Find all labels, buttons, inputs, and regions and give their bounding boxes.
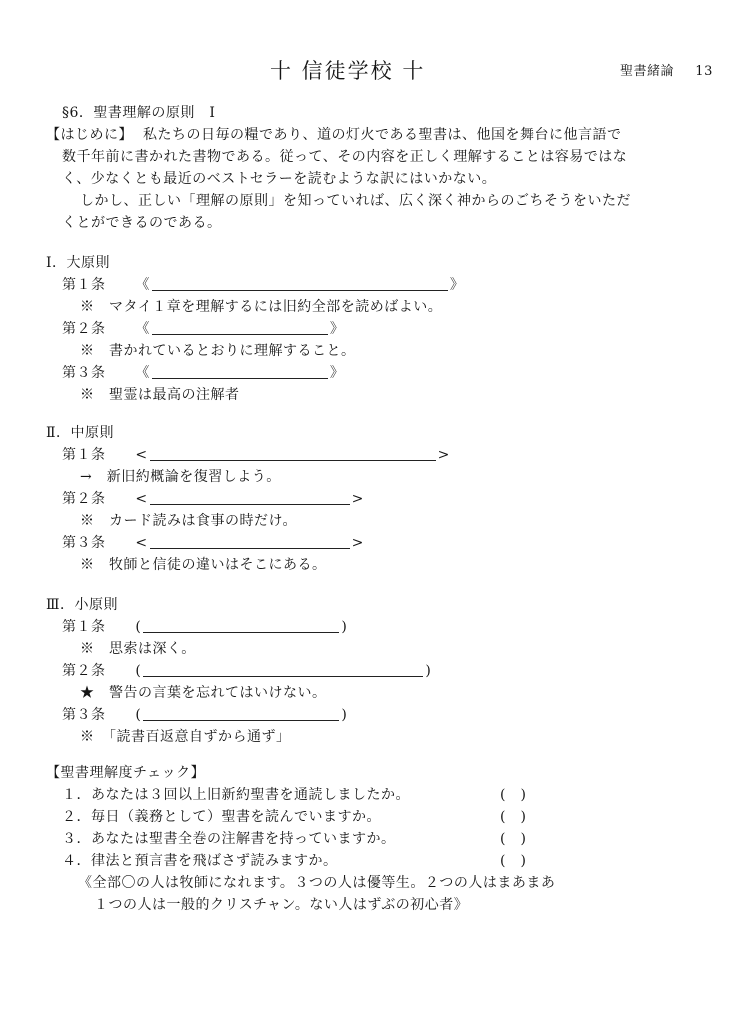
close-bracket: > xyxy=(351,535,364,551)
article-label: 第１条 xyxy=(62,447,106,463)
check-question: ２．毎日（義務として）聖書を読んでいますか。 xyxy=(62,809,381,825)
close-bracket: ) xyxy=(341,619,348,635)
article-note: ※ 牧師と信徒の違いはそこにある。 xyxy=(80,557,327,573)
answer-box[interactable]: ( ) xyxy=(500,831,527,847)
open-bracket: ( xyxy=(135,707,142,723)
article-label: 第３条 xyxy=(62,535,106,551)
article-row xyxy=(62,446,450,464)
article-note: ※ カード読みは食事の時だけ。 xyxy=(80,513,297,529)
result-line-2: １つの人は一般的クリスチャン。ない人はずぶの初心者》 xyxy=(94,897,469,913)
article-row xyxy=(62,276,464,294)
intro-line-5: くとができるのである。 xyxy=(62,215,222,231)
page-title: 十 信徒学校 十 xyxy=(270,59,426,83)
close-bracket: ) xyxy=(341,707,348,723)
article-label: 第２条 xyxy=(62,663,106,679)
article-label: 第３条 xyxy=(62,707,106,723)
intro-line-2: 数千年前に書かれた書物である。従って、その内容を正しく理解することは容易ではな xyxy=(62,149,628,165)
subject-label xyxy=(620,63,713,81)
intro-line-4: しかし、正しい「理解の原則」を知っていれば、広く深く神からのごちそうをいただ xyxy=(80,193,631,209)
section-heading: §6．聖書理解の原則 I xyxy=(62,105,216,121)
close-bracket: 》 xyxy=(329,365,345,381)
check-heading: 【聖書理解度チェック】 xyxy=(46,765,206,781)
article-row xyxy=(62,706,347,724)
article-note: ※ 書かれているとおりに理解すること。 xyxy=(80,343,356,359)
open-bracket: ( xyxy=(135,619,142,635)
article-row xyxy=(62,490,364,508)
open-bracket: 《 xyxy=(135,321,150,337)
close-bracket: > xyxy=(437,447,450,463)
open-bracket: < xyxy=(135,447,148,463)
article-row xyxy=(62,662,431,680)
subject-name: 聖書緒論 xyxy=(620,64,675,79)
group-heading-major: I．大原則 xyxy=(46,255,111,271)
open-bracket: 《 xyxy=(135,277,150,293)
open-bracket: 《 xyxy=(135,365,150,381)
answer-blank[interactable] xyxy=(150,534,350,549)
answer-box[interactable]: ( ) xyxy=(500,809,527,825)
open-bracket: < xyxy=(135,491,148,507)
answer-blank[interactable] xyxy=(152,364,328,379)
article-note: ※ 聖霊は最高の注解者 xyxy=(80,387,240,403)
article-label: 第１条 xyxy=(62,277,106,293)
answer-blank[interactable] xyxy=(143,706,339,721)
open-bracket: < xyxy=(135,535,148,551)
article-label: 第２条 xyxy=(62,491,106,507)
article-label: 第１条 xyxy=(62,619,106,635)
article-label: 第３条 xyxy=(62,365,106,381)
article-row xyxy=(62,320,344,338)
check-question: １．あなたは３回以上旧新約聖書を通読しましたか。 xyxy=(62,787,410,803)
close-bracket: ) xyxy=(425,663,432,679)
answer-blank[interactable] xyxy=(150,490,350,505)
intro-line-3: く、少なくとも最近のベストセラーを読むような訳にはいかない。 xyxy=(62,171,497,187)
article-note: ★ 警告の言葉を忘れてはいけない。 xyxy=(80,685,327,701)
intro-label: 【はじめに】 xyxy=(46,127,133,143)
open-bracket: ( xyxy=(135,663,142,679)
answer-blank[interactable] xyxy=(143,618,339,633)
page-number: 13 xyxy=(695,64,713,79)
answer-blank[interactable] xyxy=(143,662,423,677)
answer-box[interactable]: ( ) xyxy=(500,853,527,869)
check-question: ３．あなたは聖書全巻の注解書を持っていますか。 xyxy=(62,831,396,847)
article-label: 第２条 xyxy=(62,321,106,337)
group-heading-minor: Ⅲ．小原則 xyxy=(46,597,119,613)
answer-blank[interactable] xyxy=(152,320,328,335)
intro-line-1 xyxy=(46,126,622,144)
article-note: ※ マタイ１章を理解するには旧約全部を読めばよい。 xyxy=(80,299,443,315)
close-bracket: > xyxy=(351,491,364,507)
close-bracket: 》 xyxy=(449,277,465,293)
article-note: ※ 思索は深く。 xyxy=(80,641,196,657)
article-row xyxy=(62,364,344,382)
article-row xyxy=(62,618,347,636)
article-note: ※ 「読書百返意自ずから通ず」 xyxy=(80,729,291,745)
result-line-1: 《全部〇の人は牧師になれます。３つの人は優等生。２つの人はまあまあ xyxy=(78,875,556,891)
answer-blank[interactable] xyxy=(150,446,436,461)
answer-box[interactable]: ( ) xyxy=(500,787,527,803)
group-heading-middle: Ⅱ．中原則 xyxy=(46,425,115,441)
intro-text-1: 私たちの日毎の糧であり、道の灯火である聖書は、他国を舞台に他言語で xyxy=(143,127,622,143)
article-note: → 新旧約概論を復習しよう。 xyxy=(80,469,281,485)
check-question: ４．律法と預言書を飛ばさず読みますか。 xyxy=(62,853,338,869)
article-row xyxy=(62,534,364,552)
answer-blank[interactable] xyxy=(152,276,448,291)
close-bracket: 》 xyxy=(329,321,345,337)
